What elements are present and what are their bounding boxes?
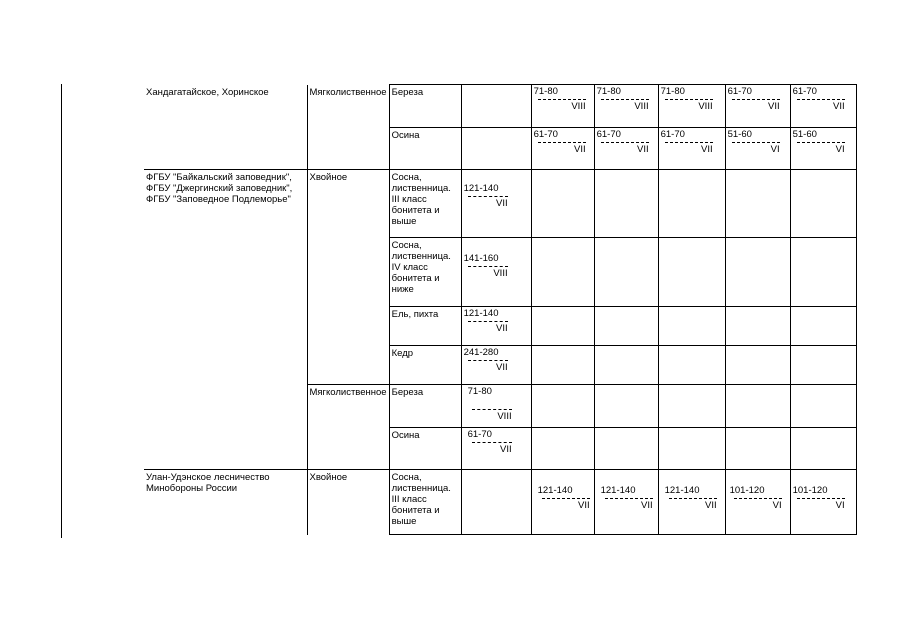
value-cell bbox=[658, 307, 725, 346]
value-cell bbox=[594, 238, 658, 307]
group-cell: Мягколиственное bbox=[307, 85, 389, 170]
table-row bbox=[144, 85, 856, 128]
value-cell: $\frac{121-140}{\text{VII}}$ bbox=[658, 470, 725, 535]
value-cell: $\frac{61-70}{\text{VII}}$ bbox=[531, 128, 594, 170]
table-row bbox=[144, 170, 856, 238]
value-cell bbox=[790, 238, 856, 307]
value-cell bbox=[594, 428, 658, 470]
org-cell: Хандагатайское, Хоринское bbox=[144, 85, 307, 170]
age-cell: $\frac{141-160}{\text{VIII}}$ bbox=[461, 238, 531, 307]
value-cell bbox=[594, 307, 658, 346]
value-cell: $\frac{61-70}{\text{VII}}$ bbox=[725, 85, 790, 128]
age-cell: $\frac{61-70}{\text{VII}}$ bbox=[461, 428, 531, 470]
value-cell bbox=[531, 428, 594, 470]
value-cell bbox=[725, 428, 790, 470]
age-cell bbox=[461, 85, 531, 128]
group-cell: Мягколиственное bbox=[307, 385, 389, 470]
value-cell bbox=[790, 307, 856, 346]
value-cell bbox=[790, 170, 856, 238]
value-cell bbox=[790, 346, 856, 385]
value-cell: $\frac{61-70}{\text{VII}}$ bbox=[658, 128, 725, 170]
value-cell bbox=[531, 170, 594, 238]
value-cell: $\frac{121-140}{\text{VII}}$ bbox=[531, 470, 594, 535]
forest-age-table bbox=[144, 84, 857, 535]
value-cell bbox=[658, 385, 725, 428]
species-cell: Осина bbox=[389, 428, 461, 470]
species-cell: Сосна, лиственница. III класс бонитета и выше bbox=[389, 170, 461, 238]
value-cell bbox=[725, 170, 790, 238]
org-cell: Улан-Удэнское лесничество Минобороны России bbox=[144, 470, 307, 535]
value-cell bbox=[531, 238, 594, 307]
species-cell: Осина bbox=[389, 128, 461, 170]
value-cell bbox=[594, 385, 658, 428]
species-cell: Кедр bbox=[389, 346, 461, 385]
value-cell bbox=[725, 385, 790, 428]
age-cell: $\frac{121-140}{\text{VII}}$ bbox=[461, 170, 531, 238]
value-cell: $\frac{71-80}{\text{VIII}}$ bbox=[531, 85, 594, 128]
species-cell: Сосна, лиственница. III класс бонитета и выше bbox=[389, 470, 461, 535]
value-cell bbox=[658, 170, 725, 238]
age-cell bbox=[461, 128, 531, 170]
value-cell: $\frac{61-70}{\text{VII}}$ bbox=[790, 85, 856, 128]
value-cell bbox=[790, 428, 856, 470]
value-cell bbox=[725, 346, 790, 385]
value-cell bbox=[658, 346, 725, 385]
value-cell bbox=[725, 307, 790, 346]
age-cell: $\frac{121-140}{\text{VII}}$ bbox=[461, 307, 531, 346]
value-cell bbox=[594, 170, 658, 238]
value-cell: $\frac{51-60}{VI}$ bbox=[790, 128, 856, 170]
group-cell: Хвойное bbox=[307, 470, 389, 535]
species-cell: Береза bbox=[389, 85, 461, 128]
value-cell: $\frac{61-70}{\text{VII}}$ bbox=[594, 128, 658, 170]
left-margin-line bbox=[61, 84, 62, 538]
table-row bbox=[144, 470, 856, 535]
value-cell bbox=[725, 238, 790, 307]
value-cell bbox=[531, 385, 594, 428]
age-cell: $\frac{241-280}{\text{VII}}$ bbox=[461, 346, 531, 385]
value-cell: $\frac{101-120}{VI}$ bbox=[790, 470, 856, 535]
age-cell bbox=[461, 470, 531, 535]
value-cell bbox=[531, 346, 594, 385]
value-cell: $\frac{101-120}{VI}$ bbox=[725, 470, 790, 535]
value-cell bbox=[594, 346, 658, 385]
species-cell: Береза bbox=[389, 385, 461, 428]
group-cell: Хвойное bbox=[307, 170, 389, 385]
org-cell: ФГБУ "Байкальский заповедник", ФГБУ "Джергинский заповедник", ФГБУ "Заповедное Подлеморье" bbox=[144, 170, 307, 470]
value-cell bbox=[531, 307, 594, 346]
value-cell: $\frac{121-140}{\text{VII}}$ bbox=[594, 470, 658, 535]
value-cell: $\frac{71-80}{\text{VIII}}$ bbox=[594, 85, 658, 128]
value-cell bbox=[658, 428, 725, 470]
species-cell: Сосна, лиственница. IV класс бонитета и ниже bbox=[389, 238, 461, 307]
species-cell: Ель, пихта bbox=[389, 307, 461, 346]
value-cell bbox=[658, 238, 725, 307]
value-cell: $\frac{51-60}{VI}$ bbox=[725, 128, 790, 170]
age-cell: $\frac{71-80}{\text{VIII}}$ bbox=[461, 385, 531, 428]
value-cell bbox=[790, 385, 856, 428]
value-cell: $\frac{71-80}{\text{VIII}}$ bbox=[658, 85, 725, 128]
